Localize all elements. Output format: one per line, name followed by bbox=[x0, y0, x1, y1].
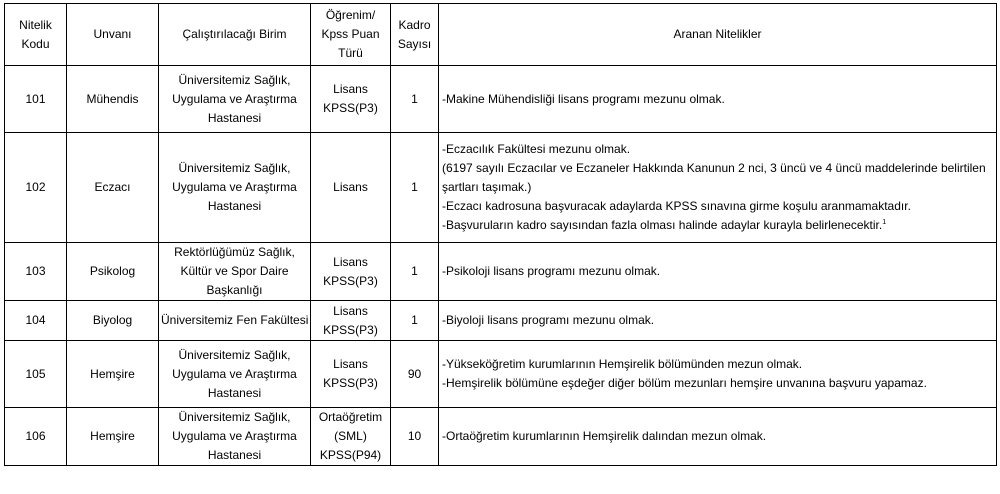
cell-education bbox=[311, 243, 391, 301]
cell-title: Eczacı bbox=[67, 133, 159, 243]
requirement-line: -Ortaöğretim kurumlarının Hemşirelik dalından mezun olmak. bbox=[442, 429, 767, 443]
header-line: Öğrenim/ bbox=[325, 8, 376, 22]
cell-code: 103 bbox=[5, 243, 67, 301]
cell-education bbox=[311, 408, 391, 466]
cell-code: 104 bbox=[5, 301, 67, 341]
cell-title: Hemşire bbox=[67, 341, 159, 408]
cell-education bbox=[311, 301, 391, 341]
header-title bbox=[67, 4, 159, 66]
education-line: Ortaöğretim bbox=[318, 410, 383, 424]
cell-count: 1 bbox=[391, 66, 439, 133]
requirement-line: -Eczacılık Fakültesi mezunu olmak. bbox=[442, 142, 631, 156]
requirement-line: (6197 sayılı Eczacılar ve Eczaneler Hakkında Kanunun 2 nci, 3 üncü ve 4 üncü maddelerinde belirtilen bbox=[442, 161, 986, 175]
unit-line: Üniversitemiz Sağlık, bbox=[178, 410, 291, 424]
requirement-line: -Hemşirelik bölümüne eşdeğer diğer bölüm mezunları hemşire unvanına başvuru yapamaz. bbox=[442, 376, 927, 390]
cell-title: Mühendis bbox=[67, 66, 159, 133]
header-line: Unvanı bbox=[93, 27, 132, 41]
header-line: Kodu bbox=[21, 36, 50, 51]
education-line: Lisans bbox=[333, 82, 368, 96]
unit-line: Hastanesi bbox=[207, 199, 262, 213]
table-row bbox=[5, 341, 997, 408]
cell-unit bbox=[159, 301, 311, 341]
cell-title: Hemşire bbox=[67, 408, 159, 466]
footnote-mark: 1 bbox=[882, 219, 887, 226]
table-row bbox=[5, 301, 997, 341]
unit-line: Üniversitemiz Fen Fakültesi bbox=[161, 313, 309, 327]
unit-line: Üniversitemiz Sağlık, bbox=[178, 347, 291, 362]
requirement-line: -Makine Mühendisliği lisans programı mezunu olmak. bbox=[442, 91, 725, 106]
cell-requirements bbox=[439, 133, 997, 243]
header-code bbox=[5, 4, 67, 66]
header-line: Çalıştırılacağı Birim bbox=[182, 27, 287, 41]
table-row bbox=[5, 408, 997, 466]
header-unit bbox=[159, 4, 311, 66]
education-line: KPSS(P3) bbox=[323, 322, 378, 337]
cell-requirements bbox=[439, 301, 997, 341]
education-line: (SML) bbox=[334, 429, 367, 443]
unit-line: Başkanlığı bbox=[206, 283, 263, 297]
unit-line: Üniversitemiz Sağlık, bbox=[178, 72, 291, 87]
unit-line: Hastanesi bbox=[207, 448, 262, 462]
cell-code: 105 bbox=[5, 341, 67, 408]
unit-line: Hastanesi bbox=[207, 385, 262, 400]
header-line: Aranan Nitelikler bbox=[673, 27, 762, 41]
cell-education bbox=[311, 133, 391, 243]
cell-unit bbox=[159, 66, 311, 133]
header-education bbox=[311, 4, 391, 66]
header-requirements bbox=[439, 4, 997, 66]
cell-unit bbox=[159, 341, 311, 408]
unit-line: Hastanesi bbox=[207, 110, 262, 125]
header-line: Kadro bbox=[398, 17, 431, 32]
cell-requirements bbox=[439, 243, 997, 301]
cell-code: 106 bbox=[5, 408, 67, 466]
education-line: Lisans bbox=[333, 180, 368, 194]
requirement-line: şartları taşımak.) bbox=[442, 180, 532, 194]
cell-unit bbox=[159, 408, 311, 466]
unit-line: Uygulama ve Araştırma bbox=[172, 429, 297, 443]
cell-requirements bbox=[439, 341, 997, 408]
unit-line: Üniversitemiz Sağlık, bbox=[178, 161, 291, 175]
education-line: KPSS(P3) bbox=[323, 376, 378, 390]
header-line: Nitelik bbox=[19, 17, 52, 32]
cell-code: 101 bbox=[5, 66, 67, 133]
education-line: Lisans bbox=[333, 357, 368, 371]
header-row bbox=[5, 4, 997, 66]
cell-count: 90 bbox=[391, 341, 439, 408]
education-line: Lisans bbox=[333, 303, 368, 318]
cell-education bbox=[311, 341, 391, 408]
cell-title: Psikolog bbox=[67, 243, 159, 301]
education-line: Lisans bbox=[333, 254, 368, 269]
cell-count: 1 bbox=[391, 243, 439, 301]
cell-unit bbox=[159, 133, 311, 243]
cell-requirements bbox=[439, 66, 997, 133]
cell-unit bbox=[159, 243, 311, 301]
header-count bbox=[391, 4, 439, 66]
requirement-line: -Başvuruların kadro sayısından fazla olması halinde adaylar kurayla belirlenecektir.$^1$ bbox=[442, 218, 887, 232]
unit-line: Uygulama ve Araştırma bbox=[172, 366, 297, 381]
table-row bbox=[5, 66, 997, 133]
cell-count: 10 bbox=[391, 408, 439, 466]
table-row bbox=[5, 243, 997, 301]
header-line: Türü bbox=[338, 46, 363, 60]
requirement-line: -Eczacı kadrosuna başvuracak adaylarda KPSS sınavına girme koşulu aranmamaktadır. bbox=[442, 199, 911, 213]
requirement-line: -Yükseköğretim kurumlarının Hemşirelik bölümünden mezun olmak. bbox=[442, 357, 803, 371]
education-line: KPSS(P3) bbox=[323, 101, 378, 115]
requirement-line: -Biyoloji lisans programı mezunu olmak. bbox=[442, 313, 655, 327]
education-line: KPSS(P3) bbox=[323, 273, 378, 288]
header-line: Sayısı bbox=[397, 36, 432, 51]
cell-title: Biyolog bbox=[67, 301, 159, 341]
table-row bbox=[5, 133, 997, 243]
unit-line: Uygulama ve Araştırma bbox=[172, 91, 297, 106]
positions-table bbox=[4, 3, 997, 466]
unit-line: Rektörlüğümüz Sağlık, bbox=[174, 245, 295, 259]
cell-count: 1 bbox=[391, 133, 439, 243]
cell-requirements bbox=[439, 408, 997, 466]
cell-code: 102 bbox=[5, 133, 67, 243]
header-line: Kpss Puan bbox=[321, 27, 380, 41]
cell-education bbox=[311, 66, 391, 133]
education-line: KPSS(P94) bbox=[319, 448, 382, 462]
unit-line: Uygulama ve Araştırma bbox=[172, 180, 297, 194]
cell-count: 1 bbox=[391, 301, 439, 341]
unit-line: Kültür ve Spor Daire bbox=[180, 264, 289, 278]
requirement-line: -Psikoloji lisans programı mezunu olmak. bbox=[442, 264, 661, 278]
